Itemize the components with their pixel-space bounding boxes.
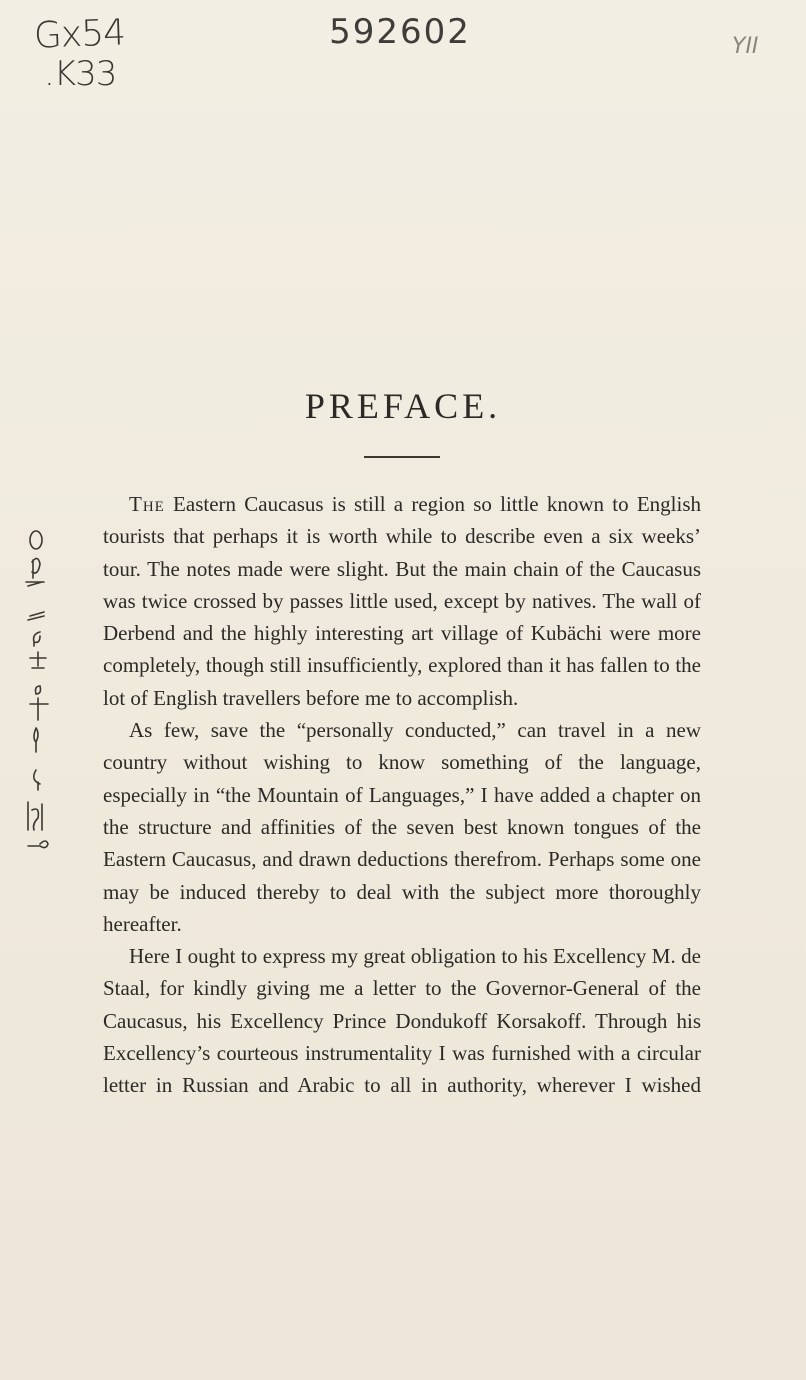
page-title: PREFACE.	[304, 386, 502, 426]
margin-handwriting-marks	[6, 520, 56, 860]
paragraph-lead-word: The	[129, 492, 165, 516]
paragraph-1-text: Eastern Caucasus is still a region so little known to English tourists that perhaps it is worth while to describe even a six weeks’ tour. The notes made were slight. But the main chain of the Caucasus was twice crossed by passes little used, except by natives. The wall of Derbend and the highly interesting art village of Kubächi were more completely, though still insufficiently, explored than it has fallen to the lot of English travellers before me to accomplish.	[103, 492, 701, 710]
title-divider-rule	[364, 456, 440, 458]
accession-number-stamp: 592602	[329, 12, 471, 52]
corner-pencil-note: YII	[732, 34, 759, 59]
paragraph-2-text: As few, save the “personally conducted,” can travel in a new country without wishing to know something of the language, especially in “the Mountain of Languages,” I have added a chapter on the structure and affinities of the seven best known tongues of the Eastern Caucasus, and drawn deductions therefrom. Perhaps some one may be induced thereby to deal with the subject more thoroughly hereafter.	[103, 718, 701, 936]
preface-body	[103, 488, 701, 1102]
paragraph-3-text: Here I ought to express my great obligation to his Excellency M. de Staal, for kindly giving me a letter to the Governor-General of the Caucasus, his Excellency Prince Dondukoff Korsakoff. Through his Excellency’s courteous instrumentality I was furnished with a circular letter in Russian and Arabic to all in authority, wherever I wished	[103, 944, 701, 1098]
paragraph-2	[103, 714, 701, 940]
paragraph-3	[103, 940, 701, 1101]
handwritten-call-number-line-2: .K33	[44, 54, 117, 94]
paragraph-1	[103, 488, 701, 714]
handwritten-call-number-line-1: Gx54	[33, 12, 126, 57]
